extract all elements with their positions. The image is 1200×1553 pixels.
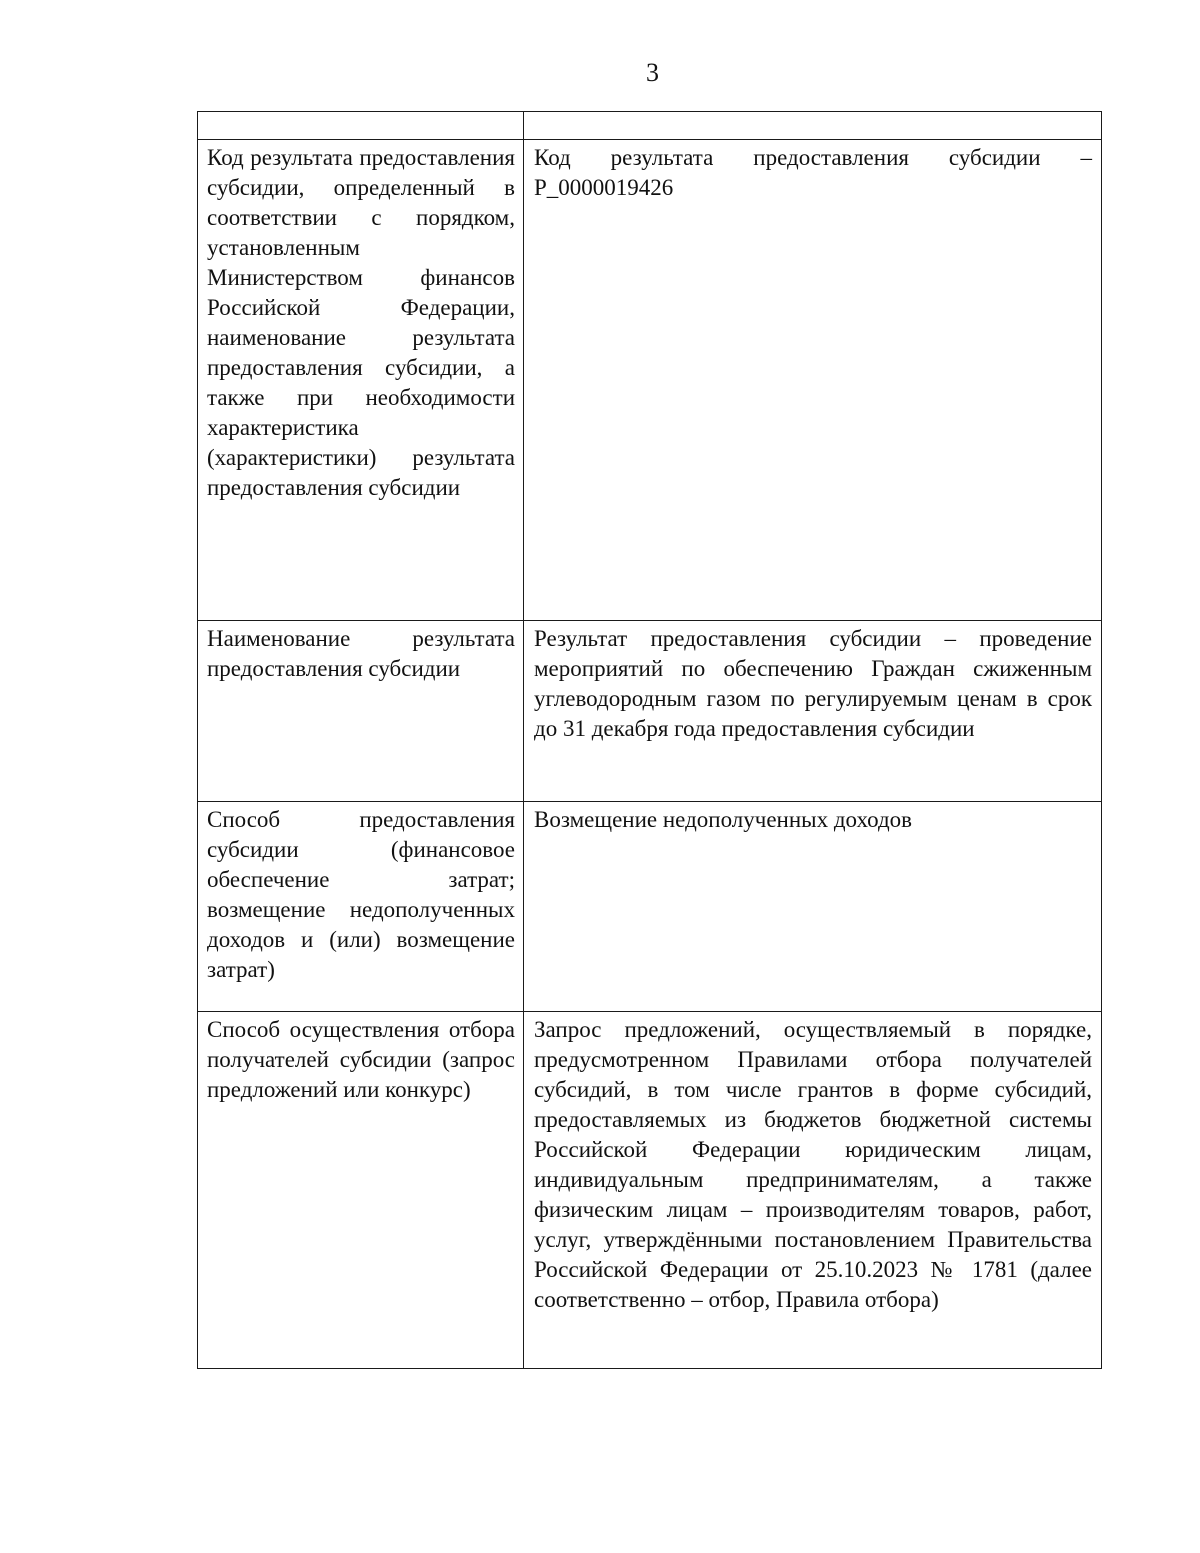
row-label-cell [198, 140, 524, 621]
table-header-cell-left [198, 112, 524, 140]
row-label-cell [198, 621, 524, 802]
row-value-cell [524, 140, 1102, 621]
row-value-cell [524, 621, 1102, 802]
table-header-cell-right [524, 112, 1102, 140]
result-name-label: Наименование результата предоставления субсидии [207, 626, 515, 681]
selection-method-value: Запрос предложений, осуществляемый в порядке, предусмотренном Правилами отбора получателей субсидий, в том числе грантов в форме субсидий, предоставляемых из бюджетов бюджетной системы Российской Федерации юридическим лицам, индивидуальным предпринимателям, а также физическим лицам – производителям товаров, работ, услуг, утверждёнными постановлением Правительства Российской Федерации от 25.10.2023 № 1781 (далее соответственно – отбор, Правила отбора) [534, 1017, 1092, 1312]
table-header-row [198, 112, 1102, 140]
table-row [198, 621, 1102, 802]
provision-method-label: Способ предоставления субсидии (финансовое обеспечение затрат; возмещение недополученных доходов и (или) возмещение затрат) [207, 807, 515, 982]
selection-method-label: Способ осуществления отбора получателей субсидии (запрос предложений или конкурс) [207, 1017, 515, 1102]
result-name-value: Результат предоставления субсидии – проведение мероприятий по обеспечению Граждан сжиженным углеводородным газом по регулируемым ценам в срок до 31 декабря года предоставления субсидии [534, 626, 1092, 741]
row-value-cell [524, 802, 1102, 1012]
provision-method-value: Возмещение недополученных доходов [534, 807, 913, 832]
page-number: 3 [646, 58, 659, 87]
row-label-cell [198, 802, 524, 1012]
table-row [198, 802, 1102, 1012]
result-code-value: Код результата предоставления субсидии – P_0000019426 [534, 145, 1092, 200]
row-value-cell [524, 1012, 1102, 1369]
row-label-cell [198, 1012, 524, 1369]
table-row [198, 140, 1102, 621]
subsidy-parameters-table [197, 111, 1102, 1369]
result-code-label: Код результата предоставления субсидии, определенный в соответствии с порядком, установленным Министерством финансов Российской Федерации, наименование результата предоставления субсидии, а также при необходимости характеристика (характеристики) результата предоставления субсидии [207, 145, 515, 500]
table-row [198, 1012, 1102, 1369]
